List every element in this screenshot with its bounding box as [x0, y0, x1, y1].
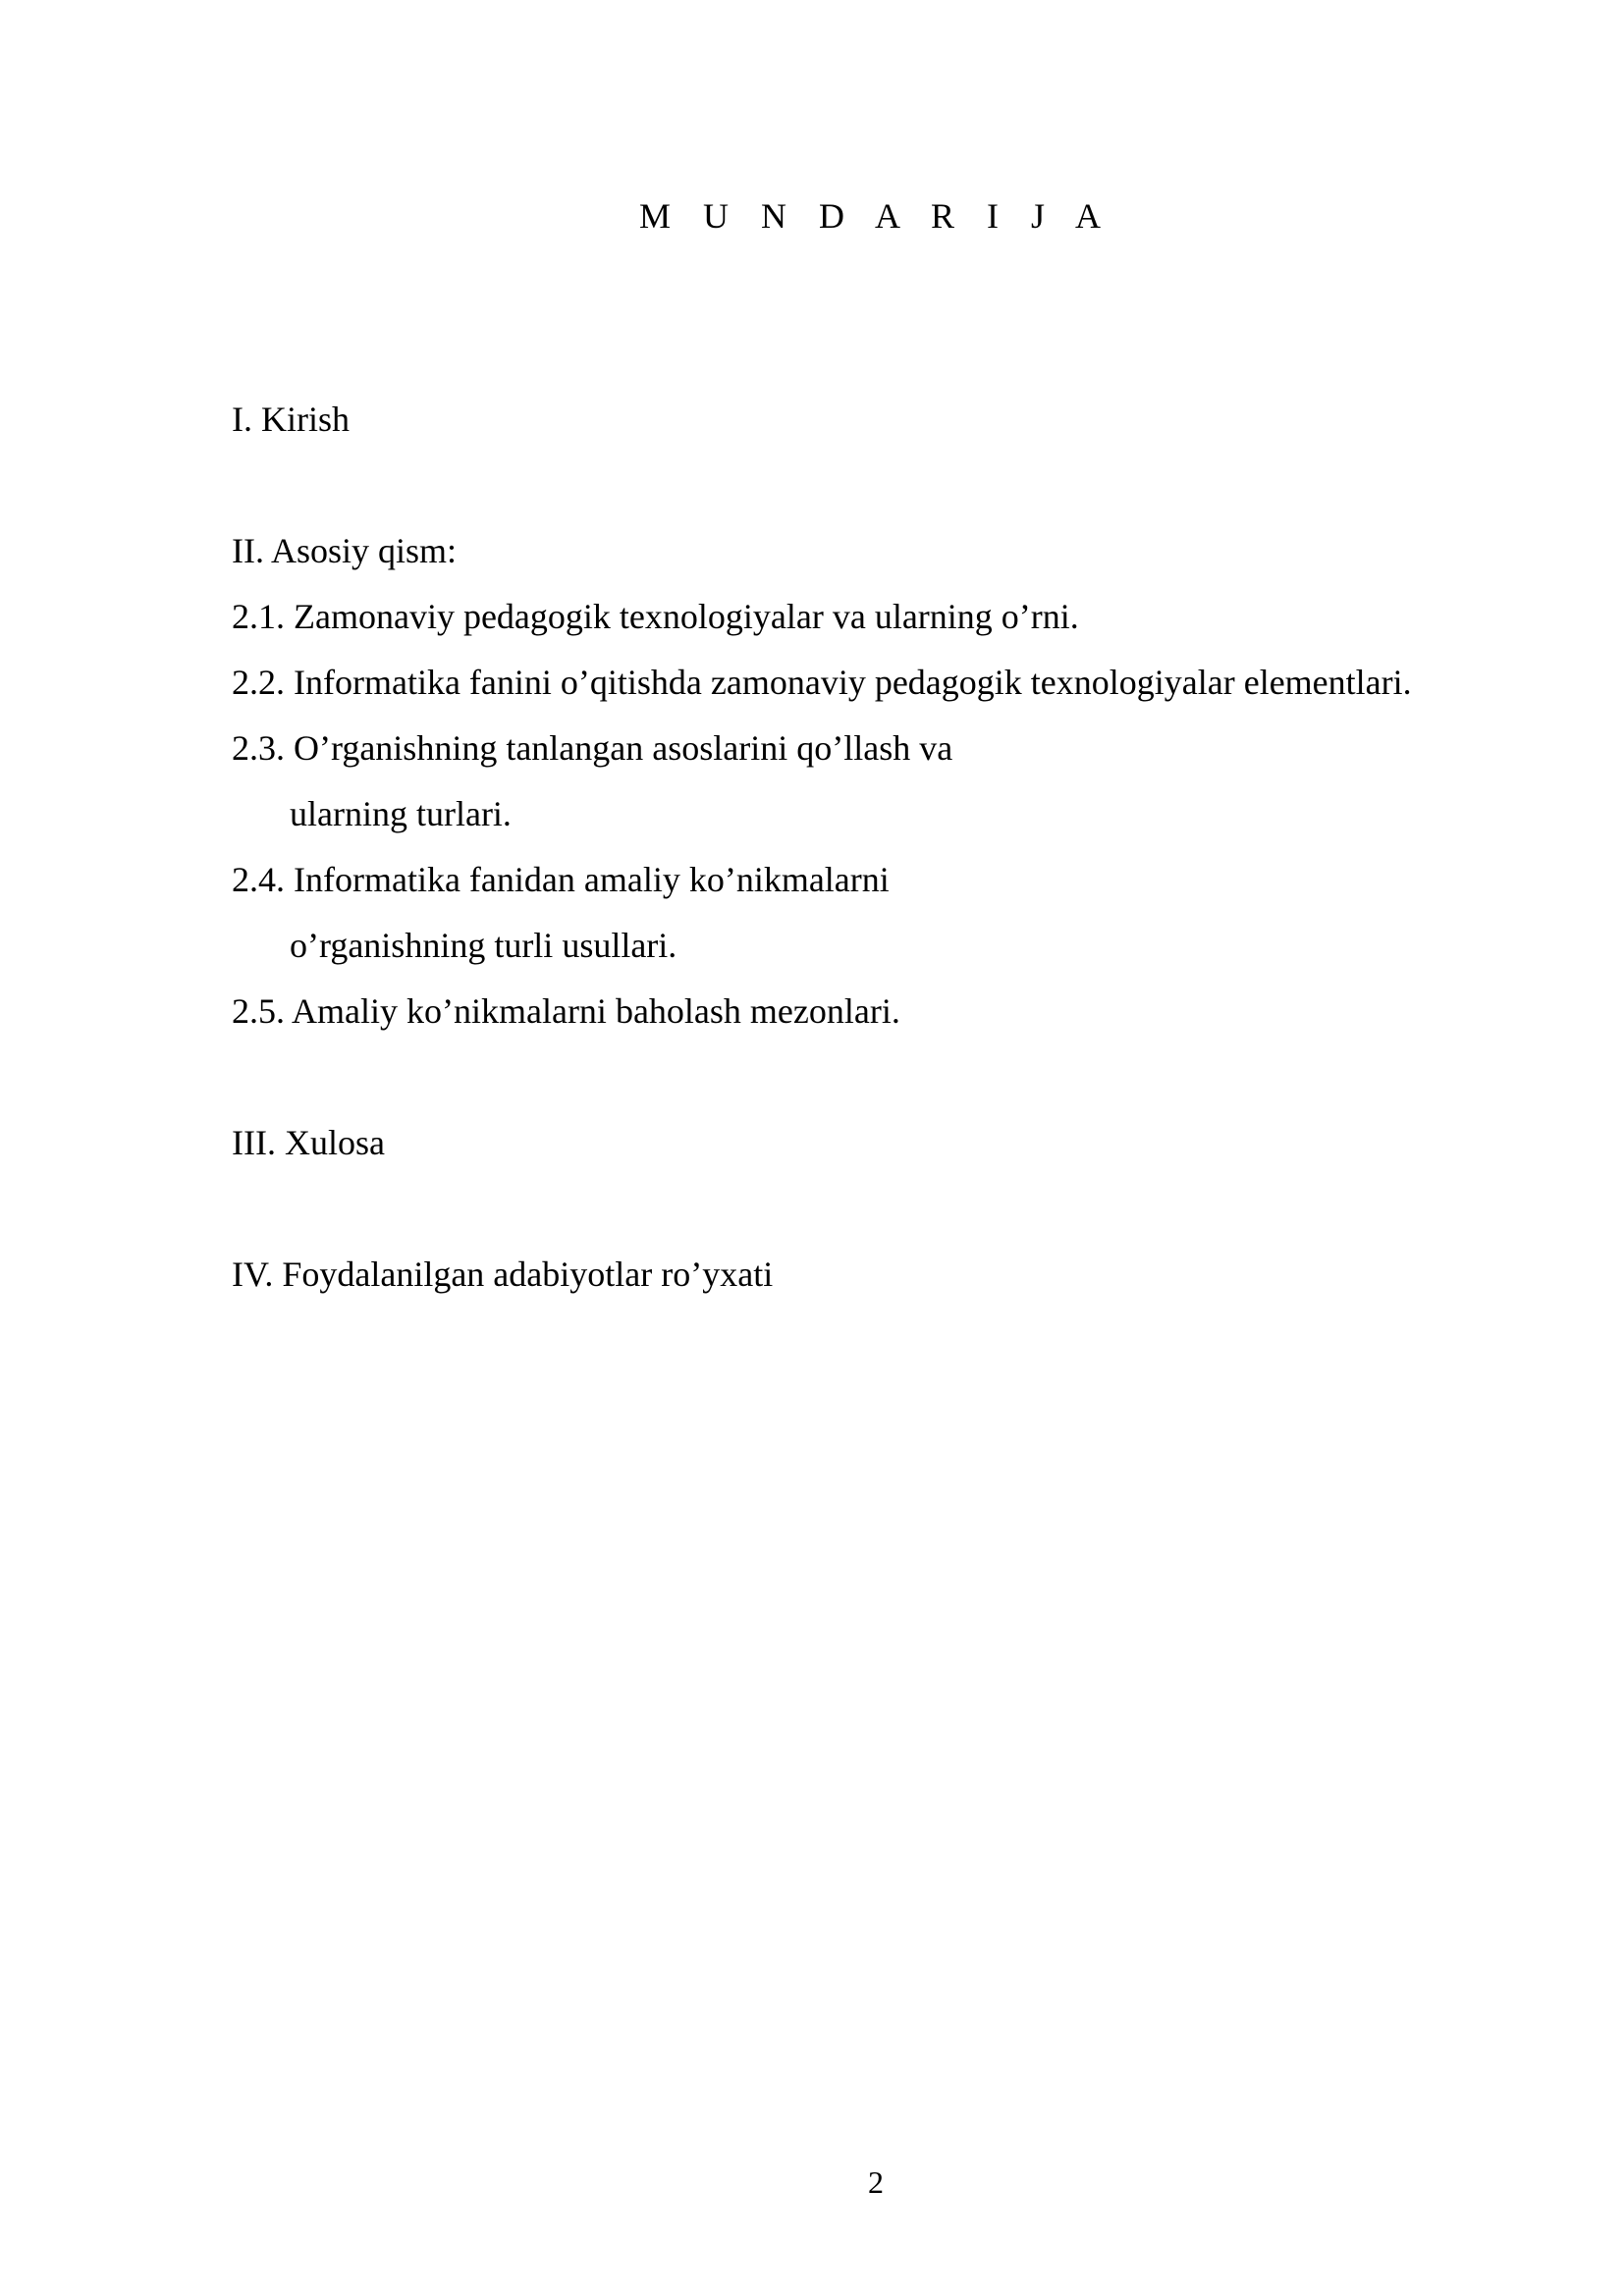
- toc-entry-conclusion: III. Xulosa: [232, 1123, 385, 1162]
- toc-subentry-2-3: 2.3. O’rganishning tanlangan asoslarini qo’llash va: [232, 728, 953, 768]
- page-number: 2: [868, 2164, 884, 2200]
- toc-spacer: [232, 1176, 1587, 1242]
- toc-subentry-2-3-continuation: ularning turlari.: [290, 794, 512, 833]
- toc-entry-references: IV. Foydalanilgan adabiyotlar ro’yxati: [232, 1255, 774, 1294]
- page-title: M U N D A R I J A: [638, 196, 1113, 236]
- toc-subentry-2-4: 2.4. Informatika fanidan amaliy ko’nikmalarni: [232, 860, 890, 899]
- toc-entry-intro: I. Kirish: [232, 400, 350, 439]
- toc-subentry-2-4-continuation: o’rganishning turli usullari.: [290, 926, 677, 965]
- toc-spacer: [232, 1044, 1587, 1110]
- toc-subentry-2-5: 2.5. Amaliy ko’nikmalarni baholash mezonlari.: [232, 991, 900, 1031]
- toc-spacer: [232, 453, 1587, 518]
- toc-subentry-2-2: 2.2. Informatika fanini o’qitishda zamonaviy pedagogik texnologiyalar elementlari.: [232, 663, 1412, 702]
- toc-entry-main: II. Asosiy qism:: [232, 531, 458, 570]
- toc-subentry-2-1: 2.1. Zamonaviy pedagogik texnologiyalar va ularning o’rni.: [232, 597, 1079, 636]
- table-of-contents: [232, 387, 1587, 1308]
